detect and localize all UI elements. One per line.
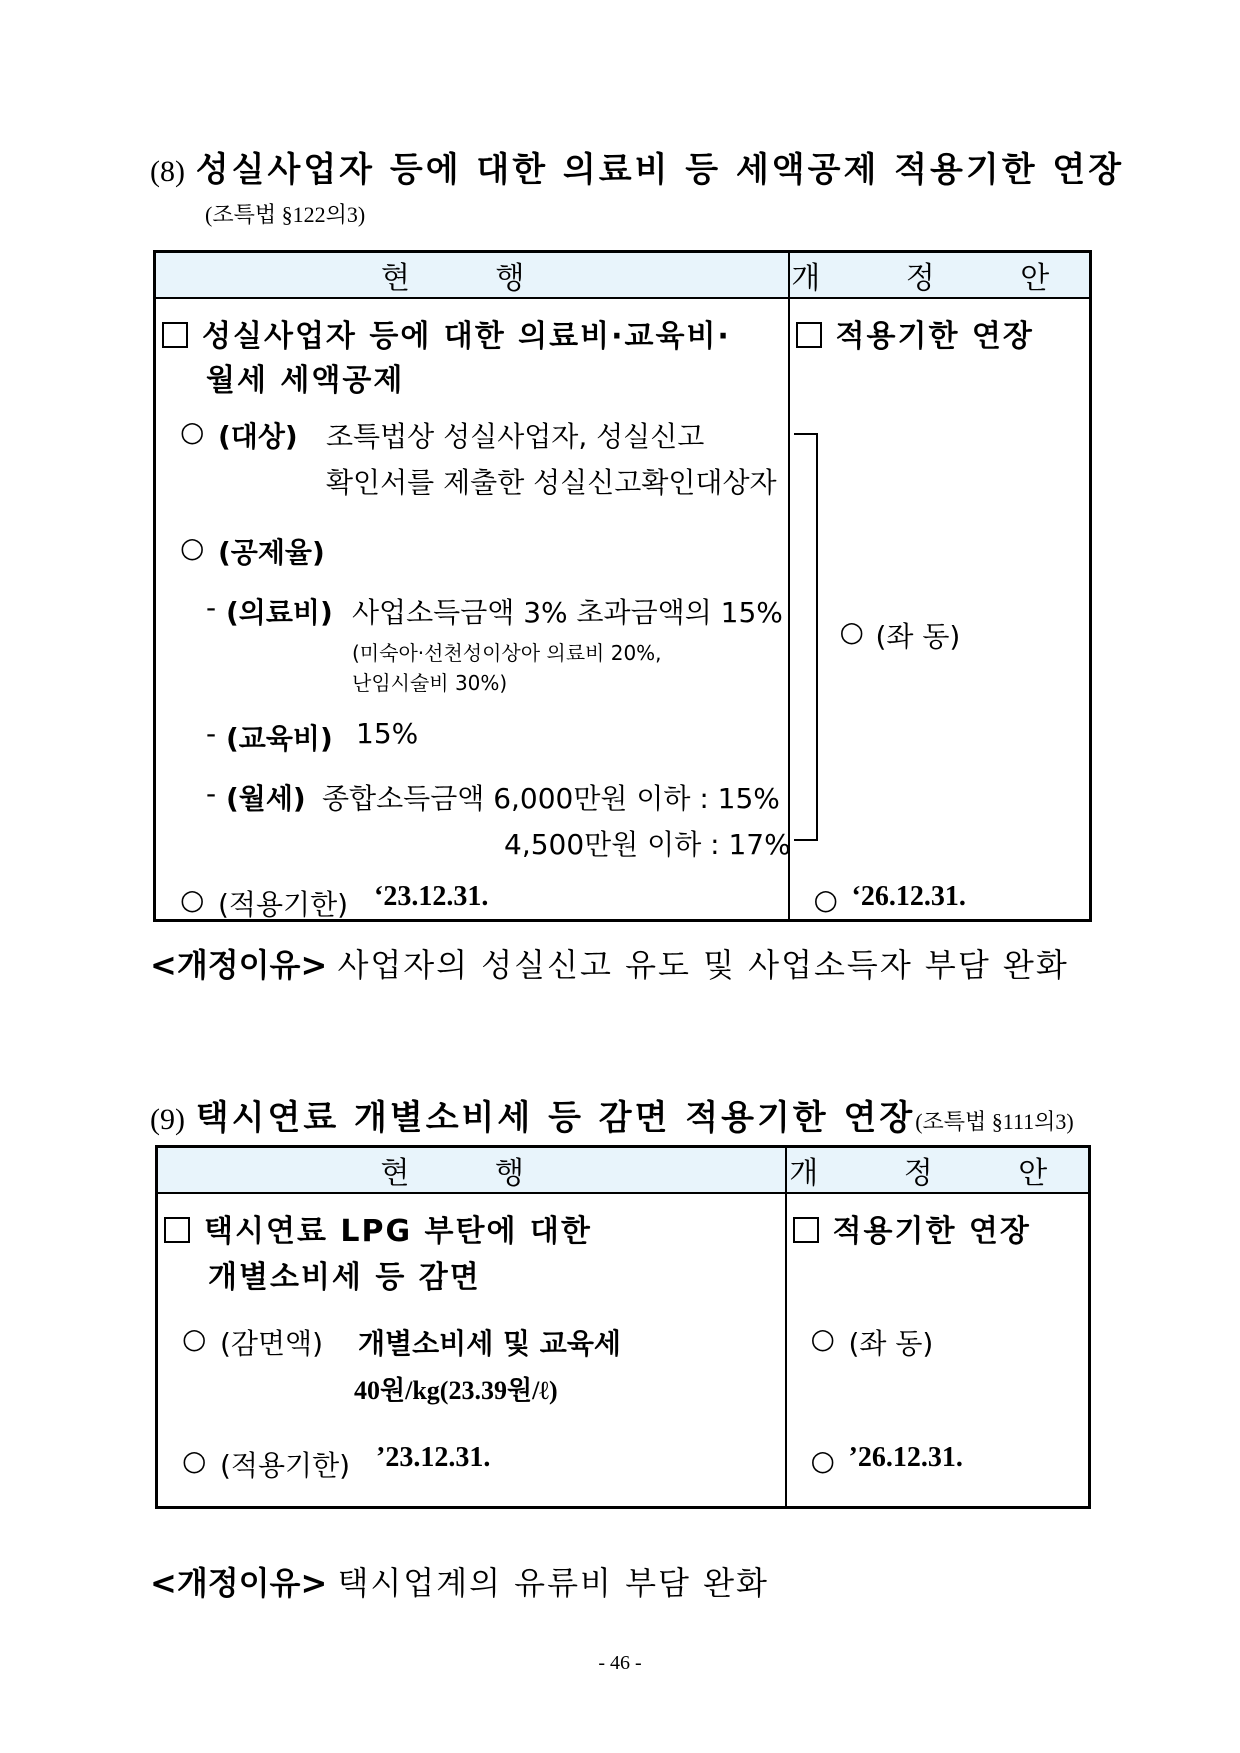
proposed-deadline-value: ’26.12.31. (848, 1442, 963, 1473)
section8-comparison-table (153, 250, 1092, 922)
section8-title-text: 성실사업자 등에 대한 의료비 등 세액공제 적용기한 연장 (195, 150, 1125, 190)
bullet-icon: ○ (180, 415, 205, 448)
section8-header-current: 현 행 (155, 252, 789, 299)
bullet-icon: ○ (182, 1322, 207, 1355)
section8-law-ref: (조특법 §122의3) (205, 202, 366, 227)
same-as-left-text: (좌 동) (875, 620, 961, 653)
section9-title-text: 택시연료 개별소비세 등 감면 적용기한 연장 (195, 1098, 916, 1138)
section9-comparison-table (155, 1145, 1091, 1509)
checkbox-icon (162, 322, 188, 348)
deadline-label: (적용기한) (220, 1449, 351, 1482)
section9-header-proposed: 개 정 안 (786, 1147, 1090, 1194)
bracket-icon (794, 433, 818, 841)
section8-current-heading: 성실사업자 등에 대한 의료비·교육비· (162, 311, 731, 355)
deadline-value: ’23.12.31. (376, 1442, 491, 1473)
section9-reason (150, 1558, 769, 1604)
bullet-icon: ○ (810, 1322, 835, 1355)
dash-icon: - (206, 777, 217, 810)
target-label: (대상) (218, 420, 298, 453)
checkbox-icon (164, 1217, 190, 1243)
section8-reason (150, 940, 1069, 986)
checkbox-icon (793, 1217, 819, 1243)
rent-label: (월세) (226, 782, 306, 815)
proposed-deadline-value: ‘26.12.31. (851, 881, 966, 912)
page-number: - 46 - (598, 1652, 642, 1674)
dash-icon: - (206, 717, 217, 750)
amount-label: (감면액) (220, 1327, 323, 1360)
target-line2: 확인서를 제출한 성실신고확인대상자 (326, 466, 777, 499)
bullet-icon: ○ (182, 1444, 207, 1477)
amount-line2: 40원/kg(23.39원/ℓ) (354, 1376, 558, 1405)
medical-note1: (미숙아·선천성이상아 의료비 20%, (352, 641, 662, 665)
deadline-value: ‘23.12.31. (374, 881, 489, 912)
section8-current-heading-2: 월세 세액공제 (206, 363, 405, 398)
bullet-icon: ○ (839, 615, 864, 648)
same-as-left-text: (좌 동) (848, 1327, 934, 1360)
rate-label: (공제율) (218, 536, 325, 569)
section8-proposed-heading: 적용기한 연장 (796, 311, 1034, 355)
section8-current-cell (155, 298, 789, 921)
reason-label: <개정이유> (150, 946, 328, 984)
target-line1: 조특법상 성실사업자, 성실신고 (326, 420, 705, 453)
section9-proposed-cell (786, 1193, 1090, 1508)
medical-text: 사업소득금액 3% 초과금액의 15% (352, 596, 783, 629)
reason-text: 택시업계의 유류비 부담 완화 (337, 1564, 769, 1602)
bullet-icon: ○ (180, 883, 205, 916)
section9-current-heading-2: 개별소비세 등 감면 (208, 1260, 481, 1295)
bullet-icon: ○ (810, 1444, 835, 1477)
section9-proposed-heading: 적용기한 연장 (793, 1206, 1031, 1250)
reason-label: <개정이유> (150, 1564, 328, 1602)
checkbox-icon (796, 322, 822, 348)
section9-current-cell (157, 1193, 786, 1508)
section8-title (150, 142, 1124, 191)
edu-text: 15% (356, 717, 419, 750)
section8-proposed-cell (789, 298, 1091, 921)
section8-header-proposed: 개 정 안 (789, 252, 1091, 299)
edu-label: (교육비) (226, 722, 333, 755)
bullet-icon: ○ (813, 883, 838, 916)
section9-law-ref: (조특법 §111의3) (915, 1109, 1074, 1134)
section9-header-current: 현 행 (157, 1147, 786, 1194)
bullet-icon: ○ (180, 531, 205, 564)
section9-current-heading: 택시연료 LPG 부탄에 대한 (164, 1206, 592, 1250)
section9-title (150, 1090, 1074, 1139)
rent-line2: 4,500만원 이하 : 17% (504, 828, 791, 861)
section9-number: (9) (150, 1103, 185, 1136)
dash-icon: - (206, 591, 217, 624)
medical-note2: 난임시술비 30%) (352, 671, 508, 695)
reason-text: 사업자의 성실신고 유도 및 사업소득자 부담 완화 (337, 946, 1069, 984)
rent-line1: 종합소득금액 6,000만원 이하 : 15% (322, 782, 780, 815)
deadline-label: (적용기한) (218, 888, 349, 921)
amount-line1: 개별소비세 및 교육세 (358, 1327, 621, 1360)
section8-number: (8) (150, 155, 185, 188)
medical-label: (의료비) (226, 596, 333, 629)
